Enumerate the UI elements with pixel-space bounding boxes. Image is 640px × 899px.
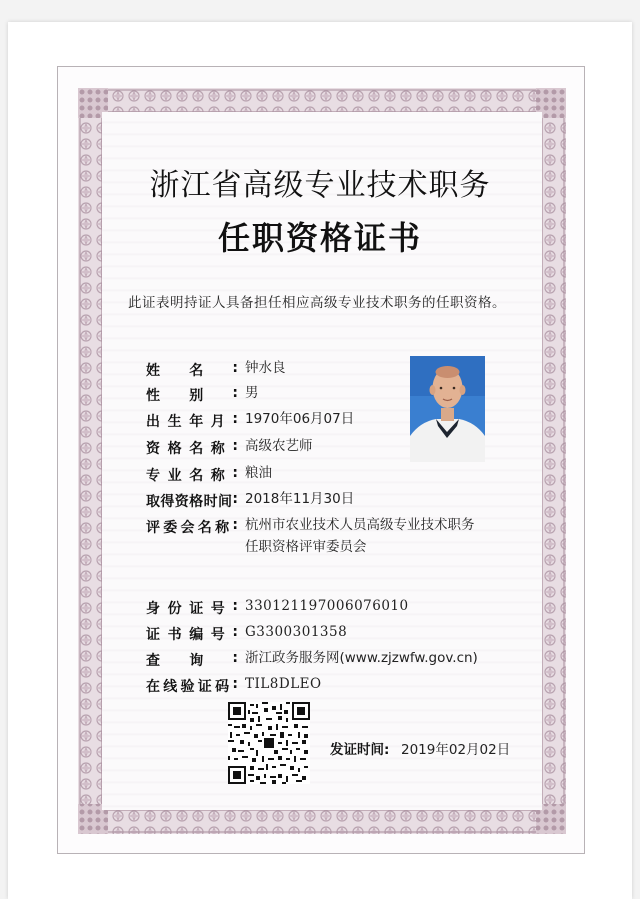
field-label-birth: 出 生 年 月 : xyxy=(146,411,238,430)
field-value-birth: 1970年06月07日 xyxy=(245,411,355,427)
field-label-specialty: 专 业 名 称 : xyxy=(146,465,238,484)
certificate-title-line2: 任职资格证书 xyxy=(217,219,422,257)
field-label-obtained-date: 取 得 资 格 时 间 : xyxy=(146,491,238,510)
field-label-qualification: 资 格 名 称 : xyxy=(146,438,238,457)
field-value-id-number: 330121197006076010 xyxy=(245,598,409,614)
field-value-obtained-date: 2018年11月30日 xyxy=(245,491,355,507)
field-value-query-link[interactable]: 浙江政务服务网(www.zjzwfw.gov.cn) xyxy=(245,650,478,666)
field-value-qualification: 高级农艺师 xyxy=(245,438,313,454)
field-value-committee-line1: 杭州市农业技术人员高级专业技术职务 xyxy=(245,517,475,533)
field-value-committee-line2: 任职资格评审委员会 xyxy=(245,539,367,555)
field-label-id-number: 身 份 证 号 : xyxy=(146,598,238,617)
field-value-gender: 男 xyxy=(245,385,259,401)
field-label-gender: 性 别 : xyxy=(146,385,238,404)
field-label-query: 查 询 : xyxy=(146,650,238,669)
field-value-certificate-number: G3300301358 xyxy=(245,624,348,640)
field-label-verification-code: 在 线 验 证 码 : xyxy=(146,676,238,695)
field-value-verification-code: TIL8DLEO xyxy=(245,676,322,692)
field-label-committee: 评 委 会 名 称 : xyxy=(146,517,238,536)
holder-photo xyxy=(410,356,485,462)
issue-date-value: 2019年02月02日 xyxy=(401,742,511,758)
certificate-title-line1: 浙江省高级专业技术职务 xyxy=(149,168,491,203)
field-label-name: 姓 名 : xyxy=(146,360,238,379)
certificate-statement: 此证表明持证人具备担任相应高级专业技术职务的任职资格。 xyxy=(128,295,506,311)
field-label-certificate-number: 证 书 编 号 : xyxy=(146,624,238,643)
issue-date-label: 发证时间: xyxy=(330,742,390,758)
qr-code-icon xyxy=(228,702,310,784)
field-value-name: 钟水良 xyxy=(245,360,286,376)
field-value-specialty: 粮油 xyxy=(245,465,272,481)
